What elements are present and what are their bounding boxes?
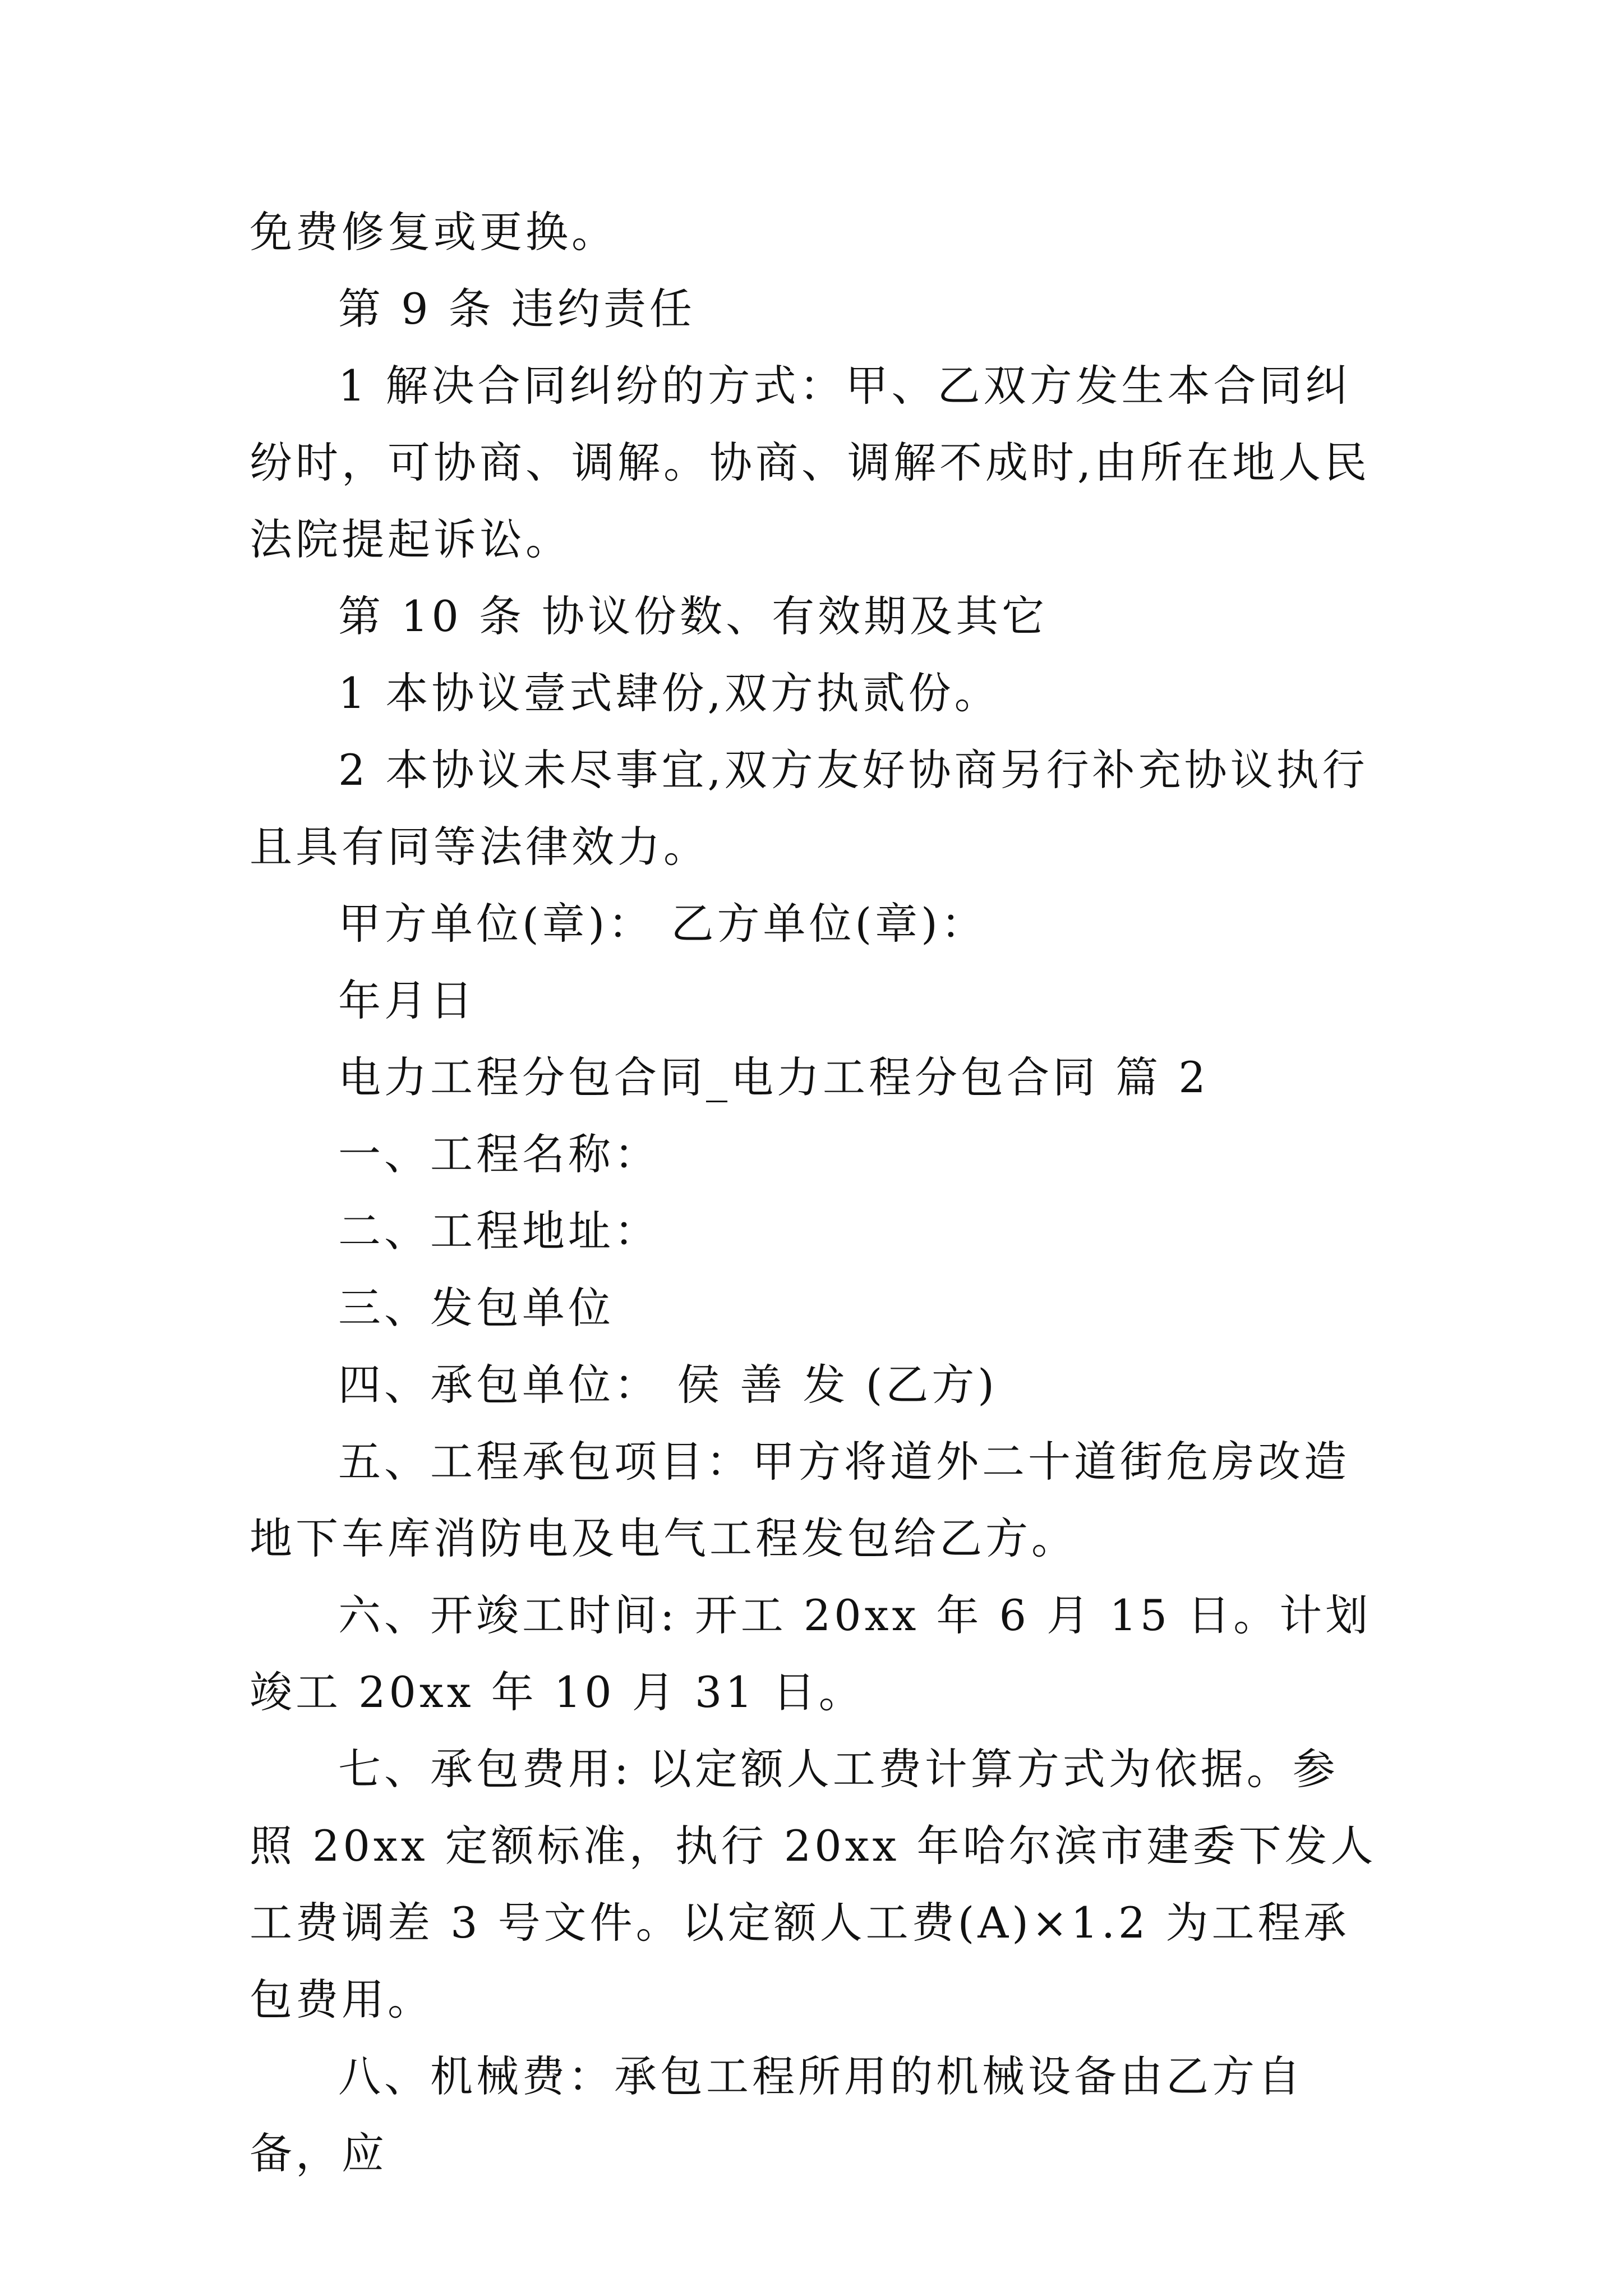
paragraph-continuation: 免费修复或更换。 (250, 207, 617, 257)
article-10-heading: 第 10 条 协议份数、有效期及其它 (338, 591, 1048, 641)
fee-item: 七、承包费用: 以定额人工费计算方式为依据。参照 20xx 定额标准，执行 20xx 年哈尔滨市建委下发人工费调差 3 号文件。以定额人工费(A)×1.2 为工程承包费用。 (250, 1744, 1377, 2024)
supplement-clause: 2 本协议未尽事宜,双方友好协商另行补充协议执行且具有同等法律效力。 (250, 745, 1368, 872)
machinery-fee-item: 八、机械费：承包工程所用的机械设备由乙方自备，应 (250, 2051, 1304, 2178)
employer-item: 三、发包单位 (338, 1283, 614, 1333)
date-line: 年月日 (338, 976, 476, 1025)
contract-2-title: 电力工程分包合同_电力工程分包合同 篇 2 (338, 1052, 1209, 1102)
dispute-resolution-clause: 1 解决合同纠纷的方式：甲、乙双方发生本合同纠纷时，可协商、调解。协商、调解不成时,由所在地人民法院提起诉讼。 (250, 361, 1371, 564)
schedule-item: 六、开竣工时间: 开工 20xx 年 6 月 15 日。计划竣工 20xx 年 10 月 31 日。 (250, 1590, 1372, 1717)
project-address-item: 二、工程地址： (338, 1206, 660, 1256)
signature-line: 甲方单位(章)： 乙方单位(章)： (338, 899, 987, 949)
project-name-item: 一、工程名称： (338, 1129, 660, 1179)
contractor-item: 四、承包单位： 侯 善 发 (乙方) (338, 1360, 998, 1410)
project-scope-item: 五、工程承包项目：甲方将道外二十道街危房改造地下车库消防电及电气工程发包给乙方。 (250, 1437, 1350, 1563)
copies-clause: 1 本协议壹式肆份,双方执贰份。 (338, 668, 1000, 718)
article-9-heading: 第 9 条 违约责任 (338, 284, 695, 334)
document-body (250, 194, 1382, 2192)
